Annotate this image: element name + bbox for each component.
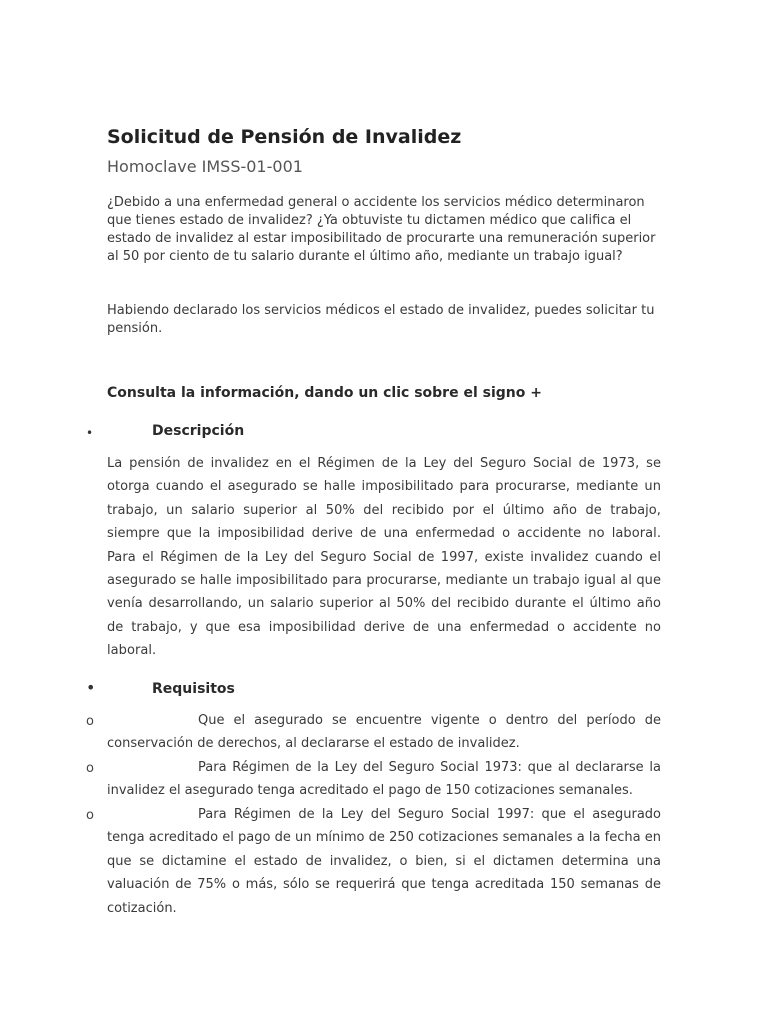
requisito-item-2: Para Régimen de la Ley del Seguro Social 1973: que al declararse la invalidez el asegurado tenga acreditado el pago de 150 cotizaciones semanales.	[107, 760, 661, 799]
section-bullet-requisitos: •	[86, 678, 96, 697]
page-title: Solicitud de Pensión de Invalidez	[107, 126, 462, 148]
list-marker: o	[86, 808, 94, 823]
section-bullet-descripcion: •	[86, 426, 94, 440]
intro-paragraph-2: Habiendo declarado los servicios médicos el estado de invalidez, puedes solicitar tu pensión.	[107, 303, 655, 336]
intro-paragraph-1: ¿Debido a una enfermedad general o accidente los servicios médico determinaron que tienes estado de invalidez? ¿Ya obtuviste tu dictamen médico que califica el estado de invalidez al estar imposibilitado de procurarte una remuneración superior al 50 por ciento de tu salario durante el último año, mediante un trabajo igual?	[107, 195, 656, 264]
consulta-heading: Consulta la información, dando un clic sobre el signo +	[107, 385, 542, 401]
list-marker: o	[86, 761, 94, 776]
requisito-item-3: Para Régimen de la Ley del Seguro Social 1997: que el asegurado tenga acreditado el pago de un mínimo de 250 cotizaciones semanales a la fecha en que se dictamine el estado de invalidez, o bien, si el dictamen determina una valuación de 75% o más, sólo se requerirá que tenga acreditada 150 semanas de cotización.	[107, 807, 661, 916]
descripcion-body: La pensión de invalidez en el Régimen de la Ley del Seguro Social de 1973, se otorga cuando el asegurado se halle imposibilitado para procurarse, mediante un trabajo, un salario superior al 50% del recibido por el último año de trabajo, siempre que la imposibilidad derive de una enfermedad o accidente no laboral. Para el Régimen de la Ley del Seguro Social de 1997, existe invalidez cuando el asegurado se halle imposibilitado para procurarse, mediante un trabajo igual al que venía desarrollando, un salario superior al 50% del recibido durante el último año de trabajo, y que esa imposibilidad derive de una enfermedad o accidente no laboral.	[107, 456, 661, 659]
page-subtitle: Homoclave IMSS-01-001	[107, 157, 303, 176]
section-heading-descripcion[interactable]: Descripción	[152, 423, 245, 439]
section-heading-requisitos[interactable]: Requisitos	[152, 681, 235, 697]
requisito-item-1: Que el asegurado se encuentre vigente o dentro del período de conservación de derechos, al declararse el estado de invalidez.	[107, 713, 661, 752]
list-marker: o	[86, 714, 94, 729]
